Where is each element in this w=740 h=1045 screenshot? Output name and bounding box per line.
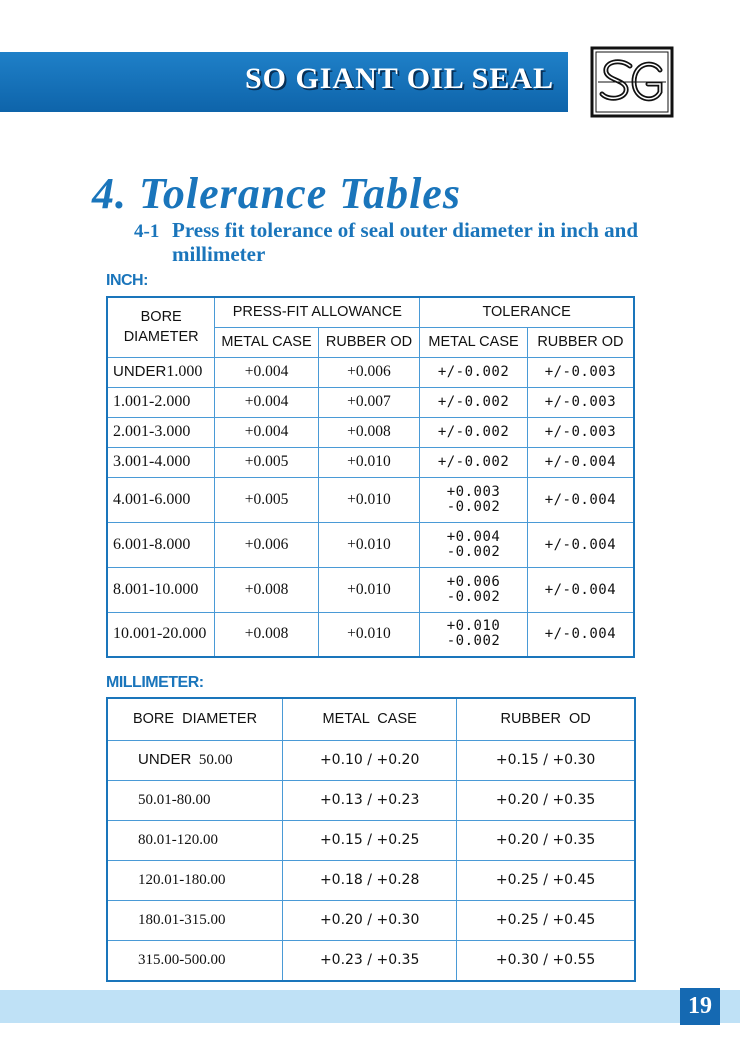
mm-metal-case-cell: +0.20 / +0.30 [283,900,457,940]
table-row [107,780,635,820]
table-row [107,417,634,447]
table-row [107,860,635,900]
table-row [107,612,634,657]
mm-metal-case-cell: +0.18 / +0.28 [283,860,457,900]
pf-metal-cell: +0.004 [215,357,318,387]
tol-metal-cell [420,612,528,657]
tol-metal-cell [420,477,528,522]
tol-upper: +0.003 [446,483,501,500]
bore-value: 80.01-120.00 [138,831,218,848]
bore-value: 1.000 [166,363,203,380]
mm-bore-cell [107,940,283,981]
pf-rubber-cell: +0.010 [318,612,420,657]
mm-bore-cell [107,860,283,900]
table-row [107,447,634,477]
millimeter-tolerance-table [106,697,636,982]
pf-metal-cell: +0.004 [215,387,318,417]
col-header-tol-metal-case: METAL CASE [420,327,528,357]
bore-cell [107,477,215,522]
page-heading: 4. Tolerance Tables [92,169,461,218]
mm-metal-case-cell: +0.15 / +0.25 [283,820,457,860]
pf-rubber-cell: +0.010 [318,567,420,612]
bore-cell [107,417,215,447]
bore-value: 3.001-4.000 [113,453,191,470]
tol-rubber-cell: +/-0.003 [527,417,634,447]
tol-rubber-cell: +/-0.004 [527,567,634,612]
tol-lower: -0.002 [446,543,501,560]
bore-value: 2.001-3.000 [113,423,191,440]
mm-col-header-metal-case: METAL CASE [283,698,457,740]
tol-metal-cell [420,522,528,567]
tol-metal-cell [420,567,528,612]
mm-metal-case-cell: +0.10 / +0.20 [283,740,457,780]
tol-metal-cell: +/-0.002 [420,447,528,477]
bore-cell [107,567,215,612]
tol-rubber-cell: +/-0.004 [527,447,634,477]
bore-value: 1.001-2.000 [113,393,191,410]
mm-rubber-od-cell: +0.25 / +0.45 [457,900,635,940]
col-header-tol-rubber-od: RUBBER OD [527,327,634,357]
mm-col-header-bore: BORE DIAMETER [107,698,283,740]
bore-value: 8.001-10.000 [113,580,199,598]
pf-rubber-cell: +0.010 [318,477,420,522]
mm-col-header-rubber-od: RUBBER OD [457,698,635,740]
mm-bore-cell [107,900,283,940]
bore-value: 315.00-500.00 [138,951,226,968]
mm-rubber-od-cell: +0.25 / +0.45 [457,860,635,900]
bore-value: 6.001-8.000 [113,535,191,553]
mm-metal-case-cell: +0.23 / +0.35 [283,940,457,981]
bore-value: 50.00 [198,752,233,768]
tol-metal-cell: +/-0.002 [420,387,528,417]
sg-logo-icon [590,46,674,118]
col-header-bore: BORE DIAMETER [107,297,215,357]
col-header-pf-rubber-od: RUBBER OD [318,327,420,357]
table-row [107,567,634,612]
bore-cell [107,447,215,477]
col-header-tolerance: TOLERANCE [420,297,634,327]
pf-rubber-cell: +0.007 [318,387,420,417]
header-banner [0,52,568,112]
subsection-number: 4-1 [134,221,160,242]
mm-rubber-od-cell: +0.20 / +0.35 [457,780,635,820]
inch-tolerance-table [106,296,635,658]
col-header-press-fit: PRESS-FIT ALLOWANCE [215,297,420,327]
table-row [107,357,634,387]
tol-upper: +0.010 [446,618,501,635]
pf-metal-cell: +0.005 [215,477,318,522]
bore-prefix: UNDER [138,751,192,768]
bore-value: 120.01-180.00 [138,871,226,888]
table-row [107,940,635,981]
bore-value: 4.001-6.000 [113,490,191,508]
mm-rubber-od-cell: +0.15 / +0.30 [457,740,635,780]
table-row [107,387,634,417]
tol-upper: +0.004 [446,528,501,545]
tol-rubber-cell: +/-0.003 [527,357,634,387]
col-header-pf-metal-case: METAL CASE [215,327,318,357]
inch-label: INCH: [106,272,148,289]
tol-rubber-cell: +/-0.004 [527,612,634,657]
mm-bore-cell [107,740,283,780]
tol-lower: -0.002 [446,498,501,515]
tol-rubber-cell: +/-0.004 [527,477,634,522]
pf-rubber-cell: +0.010 [318,447,420,477]
pf-rubber-cell: +0.006 [318,357,420,387]
bore-value: 50.01-80.00 [138,791,211,808]
pf-rubber-cell: +0.008 [318,417,420,447]
pf-metal-cell: +0.006 [215,522,318,567]
mm-bore-cell [107,820,283,860]
bore-value: 180.01-315.00 [138,911,226,928]
bore-cell [107,522,215,567]
tol-lower: -0.002 [446,633,501,650]
pf-rubber-cell: +0.010 [318,522,420,567]
tol-metal-cell: +/-0.002 [420,357,528,387]
mm-rubber-od-cell: +0.30 / +0.55 [457,940,635,981]
mm-rubber-od-cell: +0.20 / +0.35 [457,820,635,860]
tol-metal-cell: +/-0.002 [420,417,528,447]
table-row [107,900,635,940]
bore-prefix: UNDER [113,363,167,380]
pf-metal-cell: +0.008 [215,612,318,657]
table-row [107,522,634,567]
table-row [107,820,635,860]
tol-rubber-cell: +/-0.003 [527,387,634,417]
bore-cell [107,612,215,657]
bore-value: 10.001-20.000 [113,625,207,643]
bore-cell [107,387,215,417]
brand-title: SO GIANT OIL SEAL [244,62,554,95]
tol-upper: +0.006 [446,573,501,590]
tol-lower: -0.002 [446,588,501,605]
pf-metal-cell: +0.005 [215,447,318,477]
millimeter-label: MILLIMETER: [106,674,204,691]
subsection-title: Press fit tolerance of seal outer diameter in inch and millimeter [172,218,639,266]
table-row [107,477,634,522]
page-number: 19 [680,988,720,1025]
mm-bore-cell [107,780,283,820]
pf-metal-cell: +0.004 [215,417,318,447]
mm-metal-case-cell: +0.13 / +0.23 [283,780,457,820]
bore-cell [107,357,215,387]
table-row [107,740,635,780]
footer-bar [0,990,740,1023]
tol-rubber-cell: +/-0.004 [527,522,634,567]
pf-metal-cell: +0.008 [215,567,318,612]
